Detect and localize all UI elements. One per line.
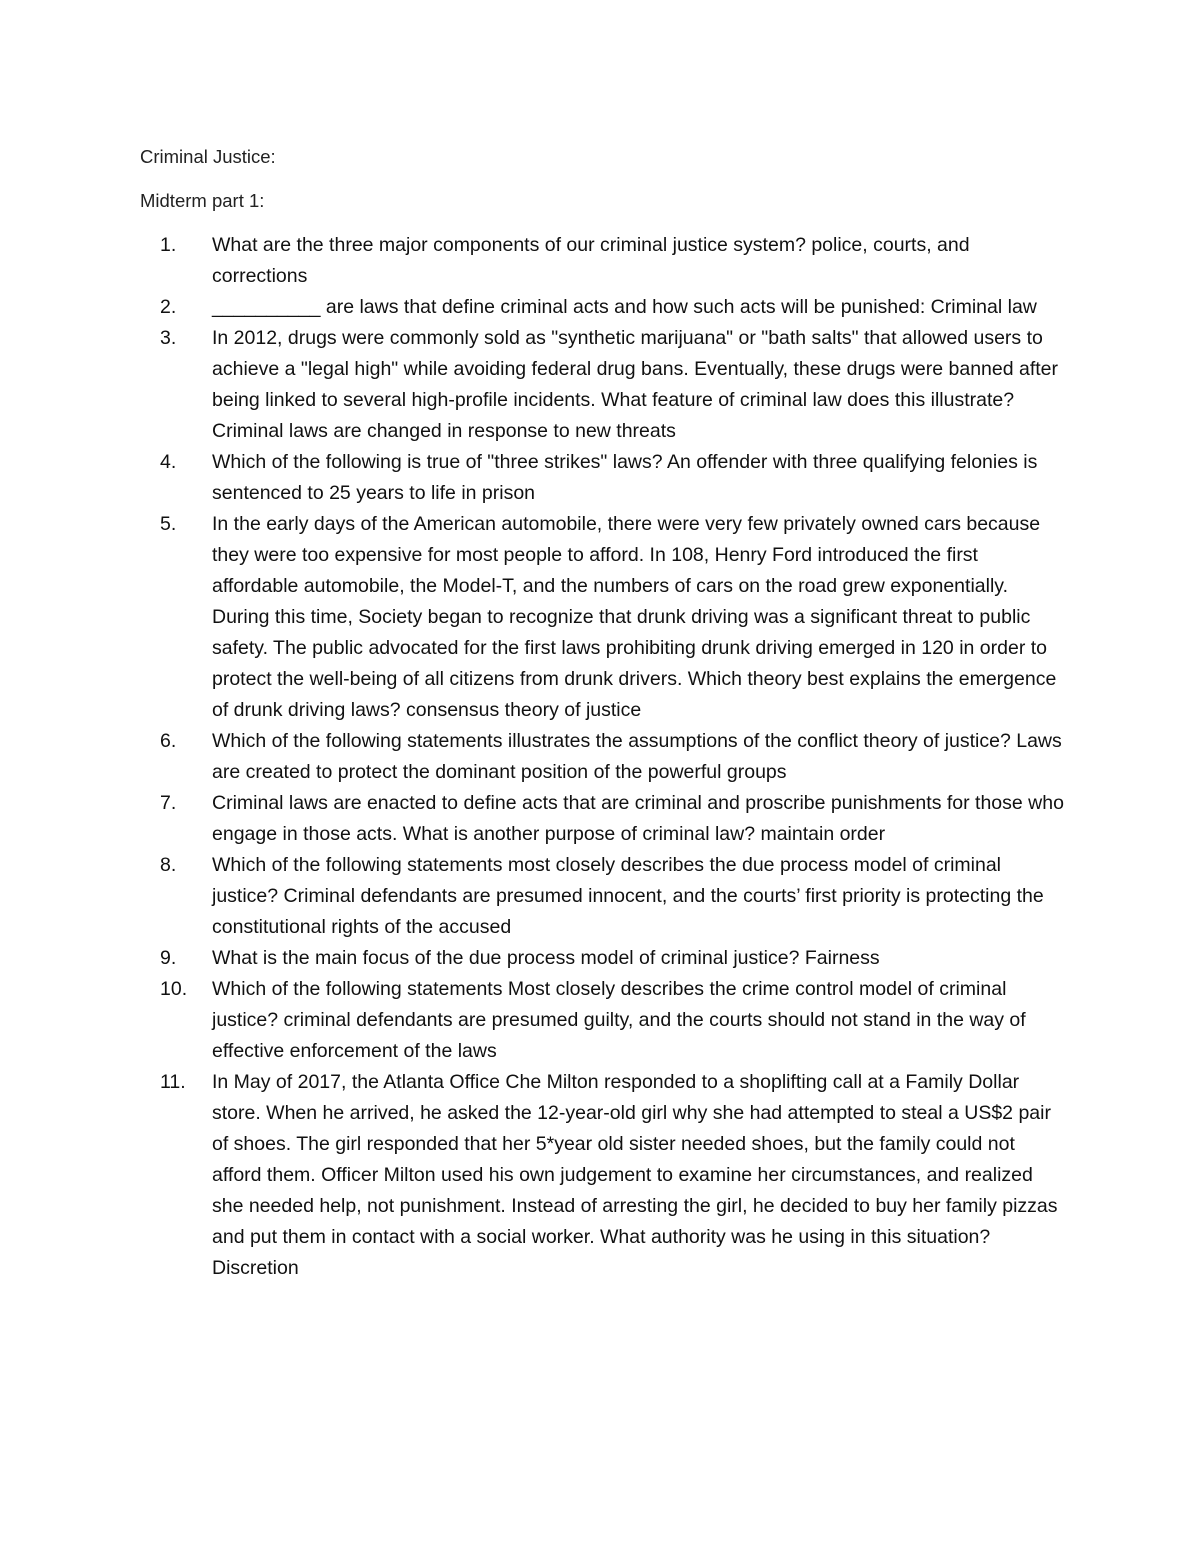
question-item-4 [160,447,1065,509]
question-number: 6. [160,730,177,752]
question-text: In 2012, drugs were commonly sold as "synthetic marijuana" or "bath salts" that allowed users to achieve a "legal high" while avoiding federal drug bans. Eventually, these drugs were banned after being linked to several high-profile incidents. What feature of criminal law does this illustrate? Criminal laws are changed in response to new threats [212,327,1059,442]
question-item-1 [160,230,1065,292]
question-item-9 [160,943,1065,974]
question-number: 7. [160,792,177,814]
question-number: 10. [160,978,188,1000]
question-item-11 [160,1067,1065,1284]
question-text: Criminal laws are enacted to define acts that are criminal and proscribe punishments for those who engage in those acts. What is another purpose of criminal law? maintain order [212,792,1064,845]
question-item-7 [160,788,1065,850]
question-text: In May of 2017, the Atlanta Office Che Milton responded to a shoplifting call at a Family Dollar store. When he arrived, he asked the 12-year-old girl why she had attempted to steal a US$2 pair of shoes. The girl responded that her 5*year old sister needed shoes, but the family could not afford them. Officer Milton used his own judgement to examine her circumstances, and realized she needed help, not punishment. Instead of arresting the girl, he decided to buy her family pizzas and put them in contact with a social worker. What authority was he using in this situation? Discretion [212,1071,1058,1279]
question-number: 5. [160,513,177,535]
question-text: In the early days of the American automobile, there were very few privately owned cars because they were too expensive for most people to afford. In 108, Henry Ford introduced the first affordable automobile, the Model-T, and the numbers of cars on the road grew exponentially. During this time, Society began to recognize that drunk driving was a significant threat to public safety. The public advocated for the first laws prohibiting drunk driving emerged in 120 in order to protect the well-being of all citizens from drunk drivers. Which theory best explains the emergence of drunk driving laws? consensus theory of justice [212,513,1057,721]
question-number: 1. [160,234,177,256]
question-text: Which of the following is true of "three strikes" laws? An offender with three qualifying felonies is sentenced to 25 years to life in prison [212,451,1038,504]
question-number: 11. [160,1071,186,1093]
question-item-10 [160,974,1065,1067]
question-number: 9. [160,947,177,969]
question-item-5 [160,509,1065,726]
question-text: Which of the following statements illustrates the assumptions of the conflict theory of justice? Laws are created to protect the dominant position of the powerful groups [212,730,1062,783]
document-subtitle: Midterm part 1: [140,190,265,211]
question-item-8 [160,850,1065,943]
question-list [160,230,1065,1284]
question-number: 8. [160,854,177,876]
question-text: __________ are laws that define criminal acts and how such acts will be punished: Criminal law [212,296,1037,318]
question-number: 4. [160,451,177,473]
question-item-3 [160,323,1065,447]
question-text: Which of the following statements most closely describes the due process model of criminal justice? Criminal defendants are presumed innocent, and the courts’ first priority is protecting the constitutional rights of the accused [212,854,1044,938]
document-title: Criminal Justice: [140,146,276,167]
question-text: What is the main focus of the due process model of criminal justice? Fairness [212,947,880,969]
question-number: 3. [160,327,177,349]
question-text: What are the three major components of our criminal justice system? police, courts, and corrections [212,234,970,287]
question-item-2 [160,292,1065,323]
question-text: Which of the following statements Most closely describes the crime control model of criminal justice? criminal defendants are presumed guilty, and the courts should not stand in the way of effective enforcement of the laws [212,978,1026,1062]
question-number: 2. [160,296,177,318]
question-item-6 [160,726,1065,788]
